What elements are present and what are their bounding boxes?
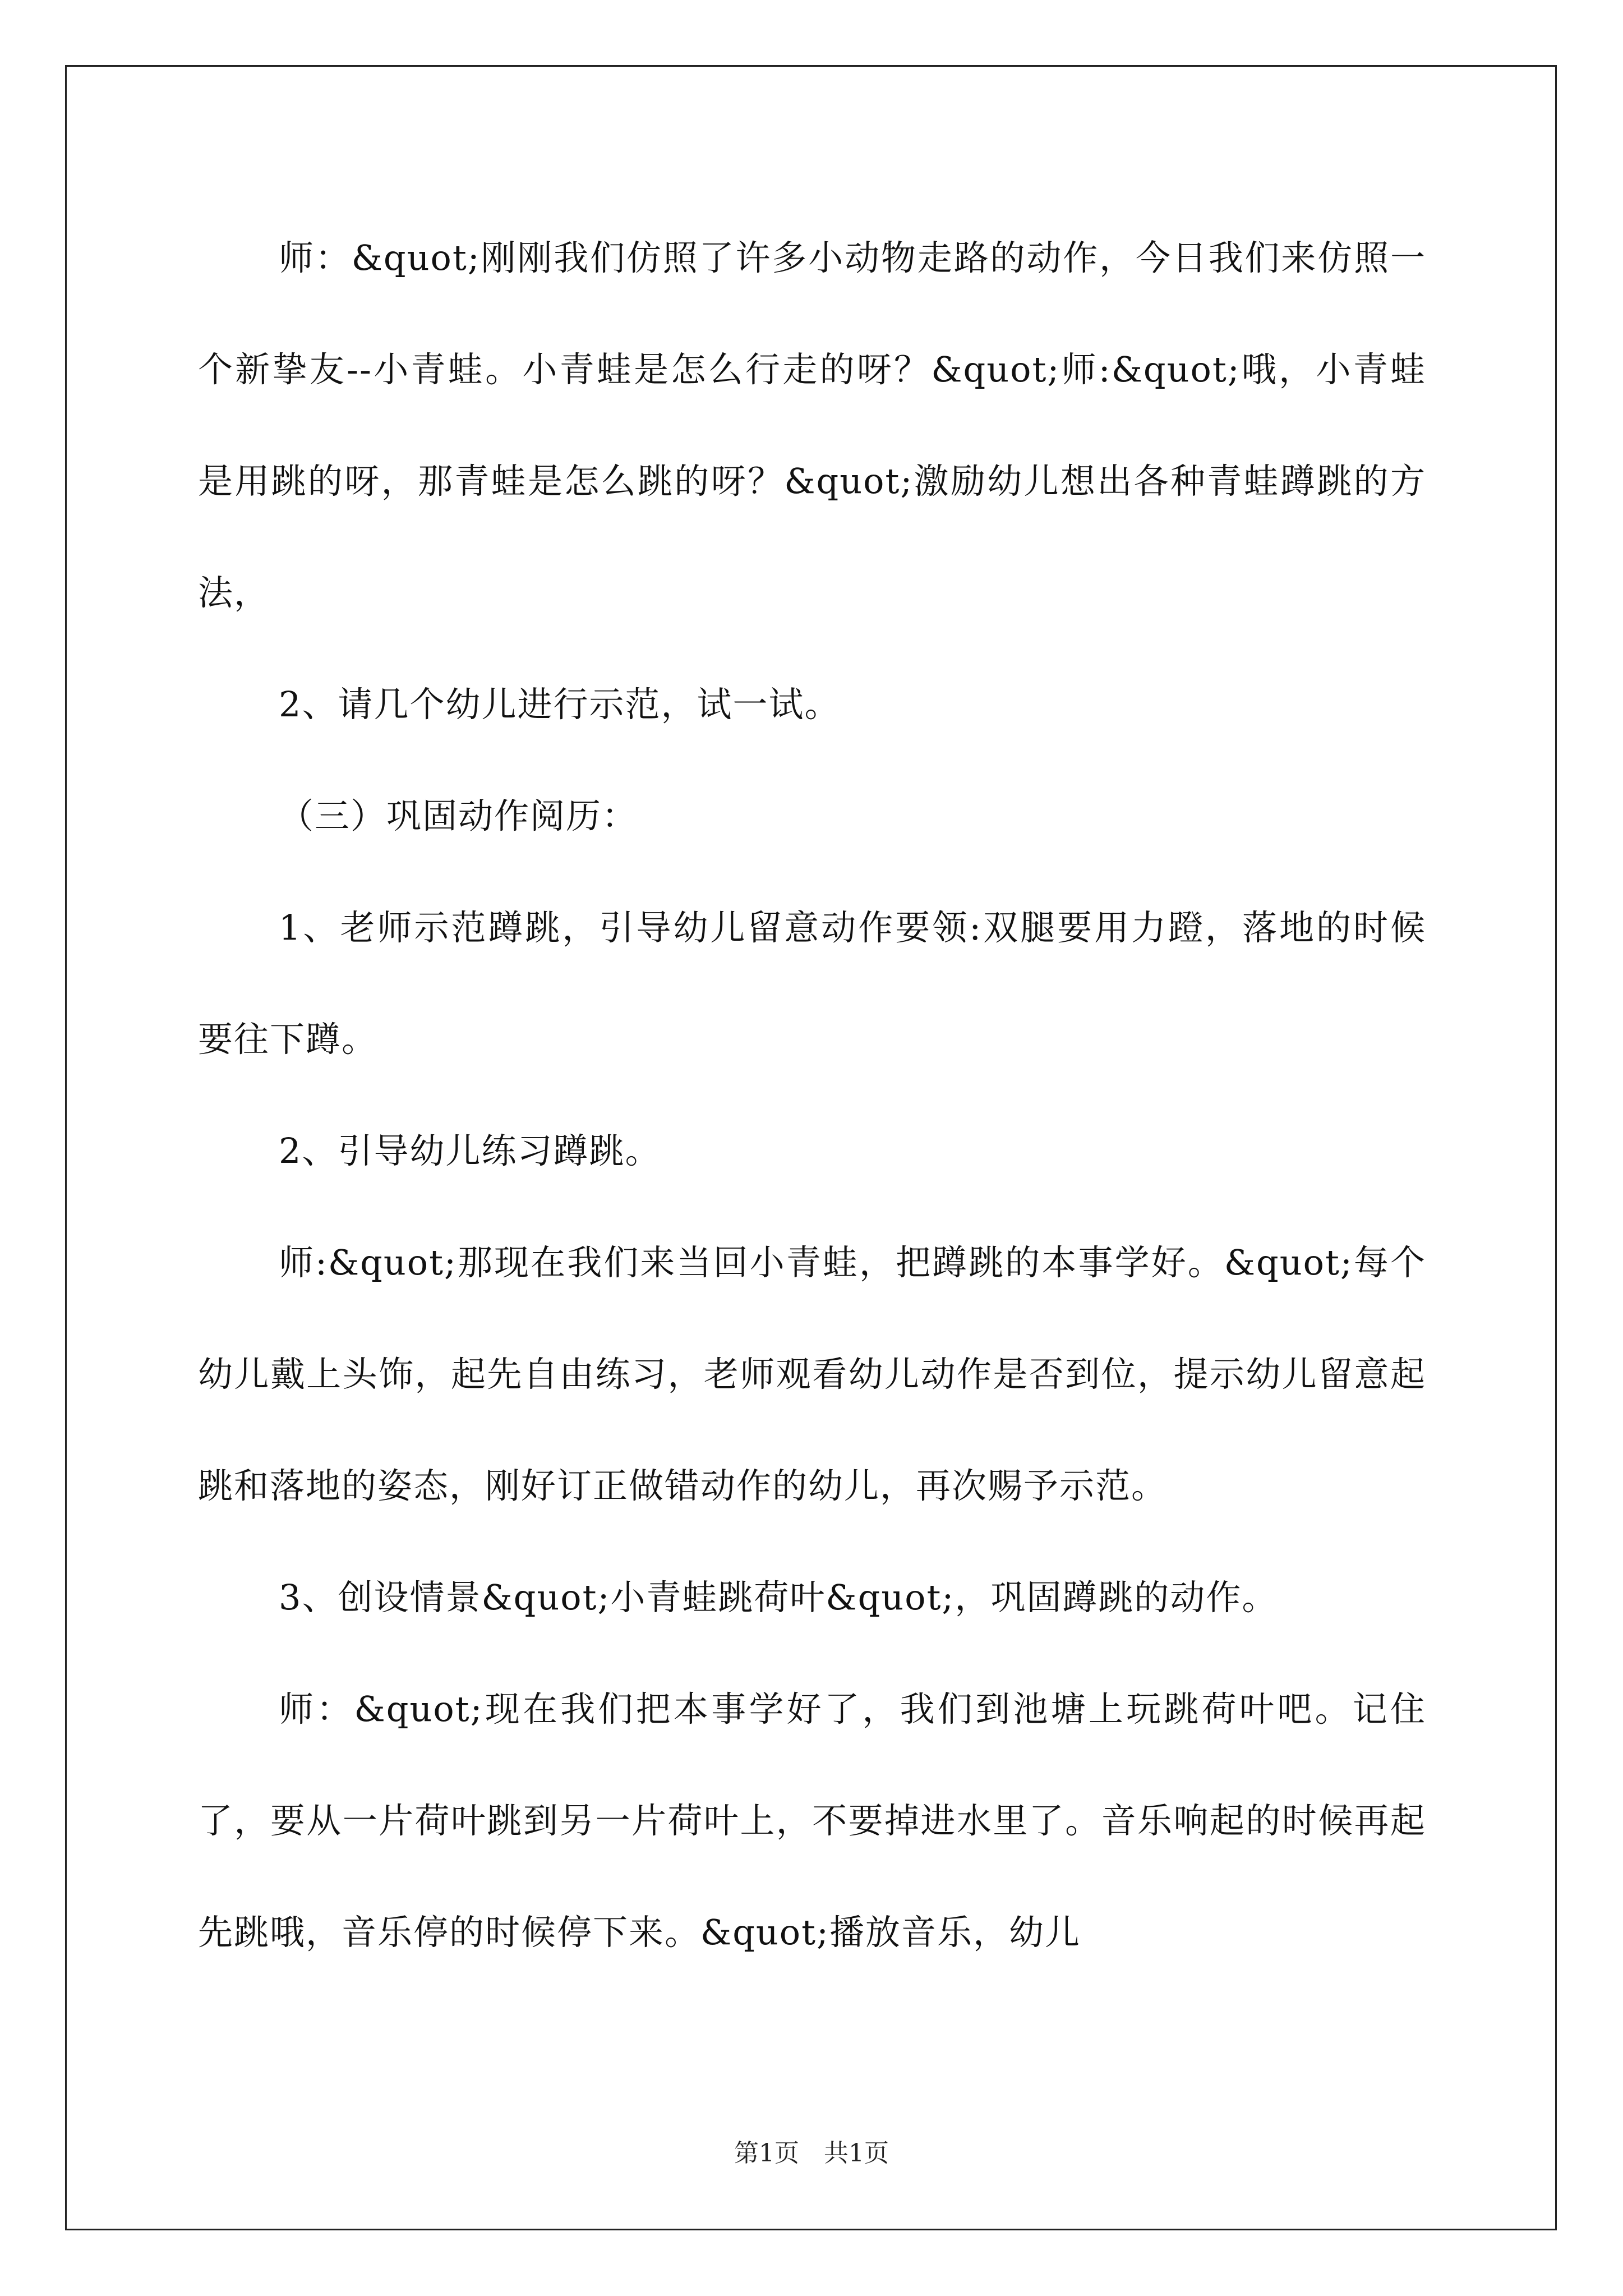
paragraph-7: 3、创设情景&quot;小青蛙跳荷叶&quot;，巩固蹲跳的动作。 bbox=[279, 1577, 1278, 1618]
paragraph-8: 师：&quot;现在我们把本事学好了，我们到池塘上玩跳荷叶吧。记住了，要从一片荷叶跳到另一片荷叶上，不要掉进水里了。音乐响起的时候再起先跳哦，音乐停的时候停下来。&quot;播放音乐，幼儿 bbox=[198, 1688, 1426, 1953]
paragraph-5: 2、引导幼儿练习蹲跳。 bbox=[279, 1130, 661, 1171]
paragraph-4: 1、老师示范蹲跳，引导幼儿留意动作要领:双腿要用力蹬，落地的时候要往下蹲。 bbox=[198, 907, 1426, 1060]
paragraph-3: （三）巩固动作阅历： bbox=[279, 795, 638, 836]
paragraph-2: 2、请几个幼儿进行示范，试一试。 bbox=[279, 684, 841, 725]
paragraph-1: 师：&quot;刚刚我们仿照了许多小动物走路的动作，今日我们来仿照一个新挚友--小青蛙。小青蛙是怎么行走的呀？&quot;师:&quot;哦，小青蛙是用跳的呀，那青蛙是怎么跳的呀？&quot;激励幼儿想出各种青蛙蹲跳的方法， bbox=[198, 237, 1426, 613]
paragraph-6: 师:&quot;那现在我们来当回小青蛙，把蹲跳的本事学好。&quot;每个幼儿戴上头饰，起先自由练习，老师观看幼儿动作是否到位，提示幼儿留意起跳和落地的姿态，刚好订正做错动作的幼儿，再次赐予示范。 bbox=[198, 1242, 1426, 1506]
document-body bbox=[198, 202, 1426, 1988]
page-number-footer: 第1页 共1页 bbox=[734, 2139, 889, 2168]
